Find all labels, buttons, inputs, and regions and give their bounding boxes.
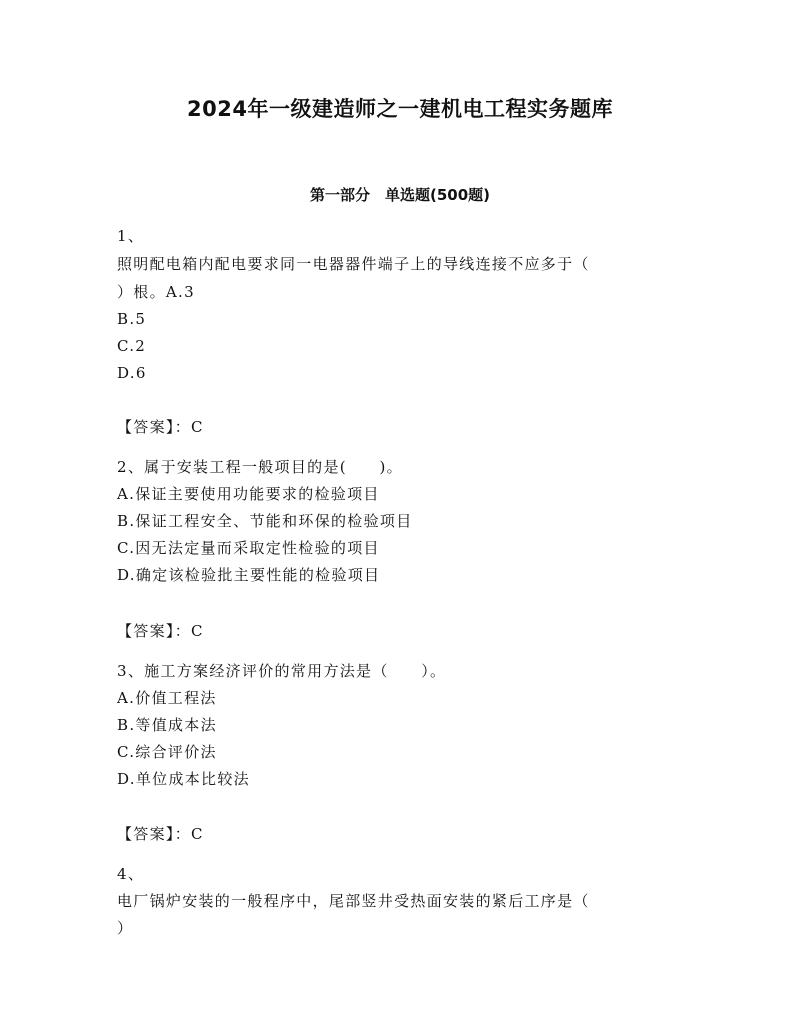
- question-3-option-d: D.单位成本比较法: [117, 770, 250, 788]
- question-2-option-a: A.保证主要使用功能要求的检验项目: [117, 485, 380, 503]
- question-3-option-a: A.价值工程法: [117, 689, 217, 707]
- question-1-option-c: C.2: [117, 337, 147, 355]
- question-4-stem-line-1: 电厂锅炉安装的一般程序中，尾部竖井受热面安装的紧后工序是（: [117, 892, 590, 910]
- question-3-option-b: B.等值成本法: [117, 716, 217, 734]
- question-2-answer: 【答案】：C: [117, 622, 204, 640]
- question-4-stem-line-2: ）: [117, 919, 134, 937]
- question-3-answer: 【答案】：C: [117, 825, 204, 843]
- document-title: 2024年一级建造师之一建机电工程实务题库: [187, 97, 613, 121]
- question-1-stem-line-1: 照明配电箱内配电要求同一电器器件端子上的导线连接不应多于（: [117, 255, 590, 273]
- question-2-option-d: D.确定该检验批主要性能的检验项目: [117, 566, 381, 584]
- question-2-option-c: C.因无法定量而采取定性检验的项目: [117, 539, 380, 557]
- question-2-option-b: B.保证工程安全、节能和环保的检验项目: [117, 512, 413, 530]
- question-1-option-d: D.6: [117, 364, 147, 382]
- question-3-stem: 3、施工方案经济评价的常用方法是（ ）。: [117, 662, 447, 680]
- question-1-answer: 【答案】：C: [117, 418, 204, 436]
- question-4-number: 4、: [117, 865, 145, 883]
- section-heading: 第一部分 单选题(500题): [309, 186, 491, 204]
- question-1-number: 1、: [117, 227, 145, 245]
- question-3-option-c: C.综合评价法: [117, 743, 217, 761]
- question-2-stem: 2、属于安装工程一般项目的是( )。: [117, 458, 403, 476]
- question-1-stem-line-2: ）根。A.3: [117, 283, 195, 301]
- question-1-option-b: B.5: [117, 310, 147, 328]
